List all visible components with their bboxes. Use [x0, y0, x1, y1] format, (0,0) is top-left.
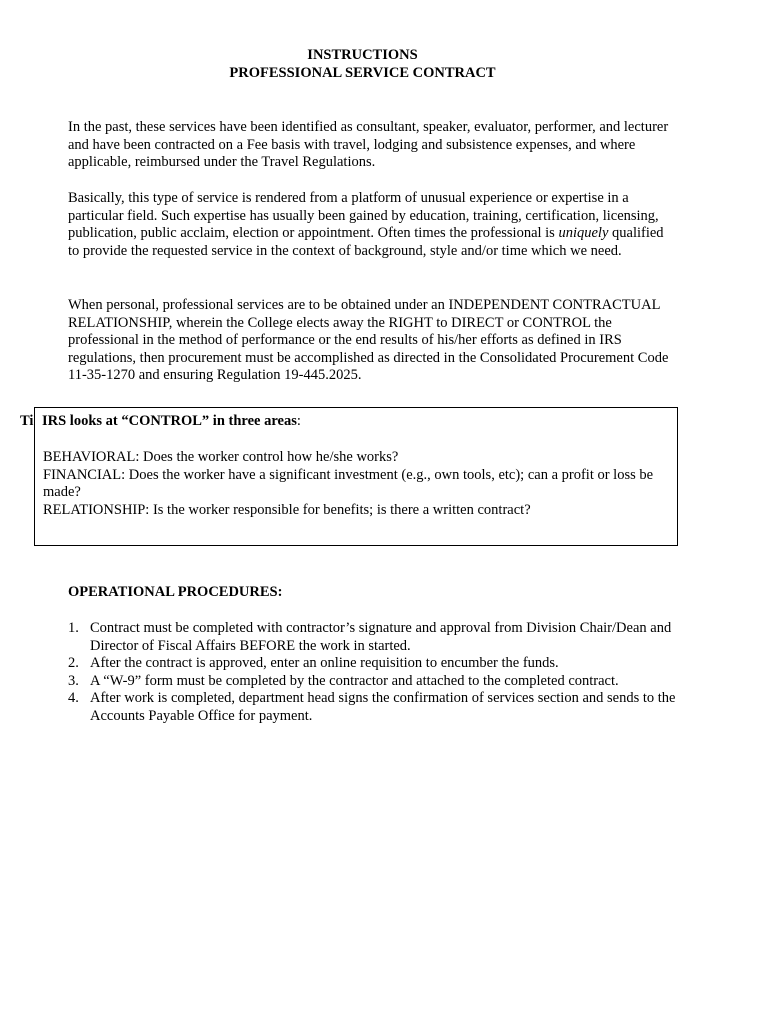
- procedure-step-number: 1.: [68, 620, 79, 636]
- procedure-step-text: After work is completed, department head signs the confirmation of services section and sends to the Accounts Payable Office for payment.: [90, 690, 676, 724]
- procedure-step: [68, 655, 683, 673]
- procedure-step: [68, 673, 683, 691]
- behavioral-criterion: BEHAVIORAL: Does the worker control how he/she works?: [43, 449, 399, 465]
- document-title: INSTRUCTIONS: [307, 47, 418, 63]
- intro-paragraph-2-text: Basically, this type of service is rendered from a platform of unusual experience or expertise in a particular field. Such expertise has usually been gained by education, training, certification, licensing, publication, public acclaim, election or appointment. Often times the professional is: [68, 190, 659, 242]
- financial-criterion: FINANCIAL: Does the worker have a significant investment (e.g., own tools, etc); can a profit or loss be made?: [43, 466, 654, 501]
- operational-procedures-heading: OPERATIONAL PROCEDURES:: [68, 584, 283, 600]
- irs-control-box-body: [43, 449, 671, 519]
- procedure-step-text: Contract must be completed with contractor’s signature and approval from Division Chair/Dean and Director of Fiscal Affairs BEFORE the work in started.: [90, 620, 672, 654]
- procedure-step-number: 3.: [68, 672, 79, 689]
- procedure-step: [68, 620, 683, 655]
- procedure-step: [68, 690, 683, 725]
- irs-control-box-title: [42, 413, 301, 431]
- irs-control-box: [34, 407, 678, 546]
- intro-paragraph-1: In the past, these services have been identified as consultant, speaker, evaluator, performer, and lecturer and have been contracted on a Fee basis with travel, lodging and subsistence expenses, and where applicable, reimbursed under the Travel Regulations.: [68, 119, 669, 171]
- intro-paragraph-2-emphasis: uniquely: [558, 225, 609, 242]
- hidden-text-fragment: Ti: [20, 413, 34, 429]
- document-subtitle: PROFESSIONAL SERVICE CONTRACT: [229, 65, 496, 81]
- intro-paragraph-2: [68, 190, 678, 260]
- intro-paragraph-3: When personal, professional services are to be obtained under an INDEPENDENT CONTRACTUAL RELATIONSHIP, wherein the College elects away the RIGHT to DIRECT or CONTROL the professional in the method of performance or the end results of his/her efforts as defined in IRS regulations, then procurement must be accomplished as directed in the Consolidated Procurement Code 11-35-1270 and ensuring Regulation 19-445.2025.: [68, 297, 669, 384]
- procedure-step-number: 4.: [68, 690, 79, 707]
- procedure-step-number: 2.: [68, 655, 79, 672]
- procedure-step-text: A “W-9” form must be completed by the contractor and attached to the completed contract.: [90, 672, 619, 689]
- irs-control-box-title-bold: IRS looks at “CONTROL” in three areas: [42, 413, 297, 429]
- irs-control-box-title-colon: :: [296, 413, 301, 429]
- procedure-step-text: After the contract is approved, enter an online requisition to encumber the funds.: [90, 655, 559, 672]
- relationship-criterion: RELATIONSHIP: Is the worker responsible for benefits; is there a written contract?: [43, 501, 531, 518]
- operational-procedures-list: [68, 620, 683, 726]
- intro-paragraph-2-text-end: qualified to provide the requested service in the context of background, style and/or time which we need.: [68, 225, 664, 259]
